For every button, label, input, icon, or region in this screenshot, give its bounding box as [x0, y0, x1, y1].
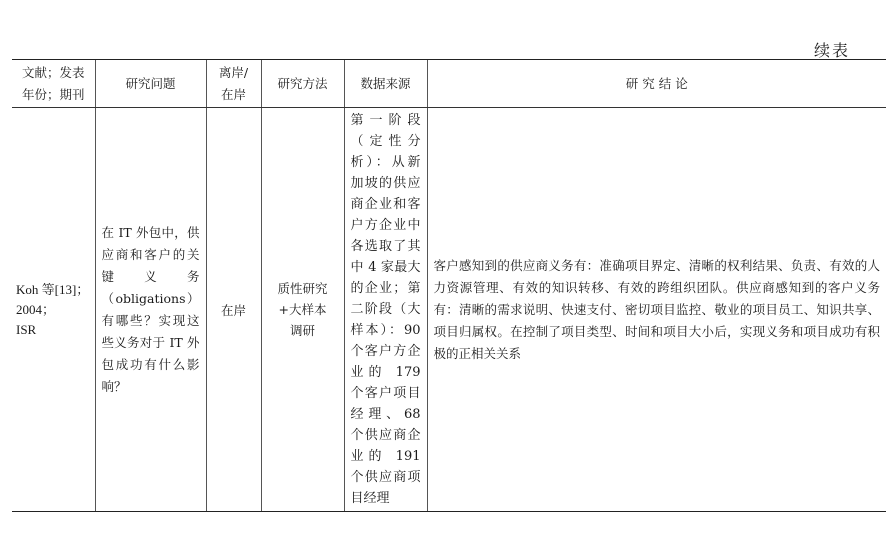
table-row [12, 108, 886, 512]
header-source: 文献；发表 年份；期刊 [12, 60, 95, 108]
header-method: 研究方法 [261, 60, 344, 108]
table-continued-caption: 续表 [814, 41, 851, 60]
cell-location: 在岸 [206, 108, 261, 512]
cell-data-source: 第一阶段（定性分析）：从新加坡的供应商企业和客户方企业中各选取了其中 4 家最大的企业；第二阶段（大样本）：90 个客户方企业的 179 个客户项目经理、68 个供应商企业的 191 个供应商项目经理 [344, 108, 427, 512]
header-findings: 研 究 结 论 [427, 60, 886, 108]
cell-findings: 客户感知到的供应商义务有：准确项目界定、清晰的权利结果、负责、有效的人力资源管理、有效的知识转移、有效的跨组织团队。供应商感知到的客户义务有：清晰的需求说明、快速支付、密切项目监控、敬业的项目员工、知识共享、项目归属权。在控制了项目类型、时间和项目大小后，实现义务和项目成功有积极的正相关关系 [427, 108, 886, 512]
cell-author: Koh 等[13]； 2004； ISR [12, 108, 95, 512]
literature-table [12, 59, 886, 512]
cell-method: 质性研究 +大样本 调研 [261, 108, 344, 512]
table-header-row [12, 60, 886, 108]
header-data-source: 数据来源 [344, 60, 427, 108]
header-question: 研究问题 [95, 60, 206, 108]
cell-question: 在 IT 外包中，供应商和客户的关键义务（obligations）有哪些？实现这些义务对于 IT 外包成功有什么影响？ [95, 108, 206, 512]
header-location: 离岸/ 在岸 [206, 60, 261, 108]
